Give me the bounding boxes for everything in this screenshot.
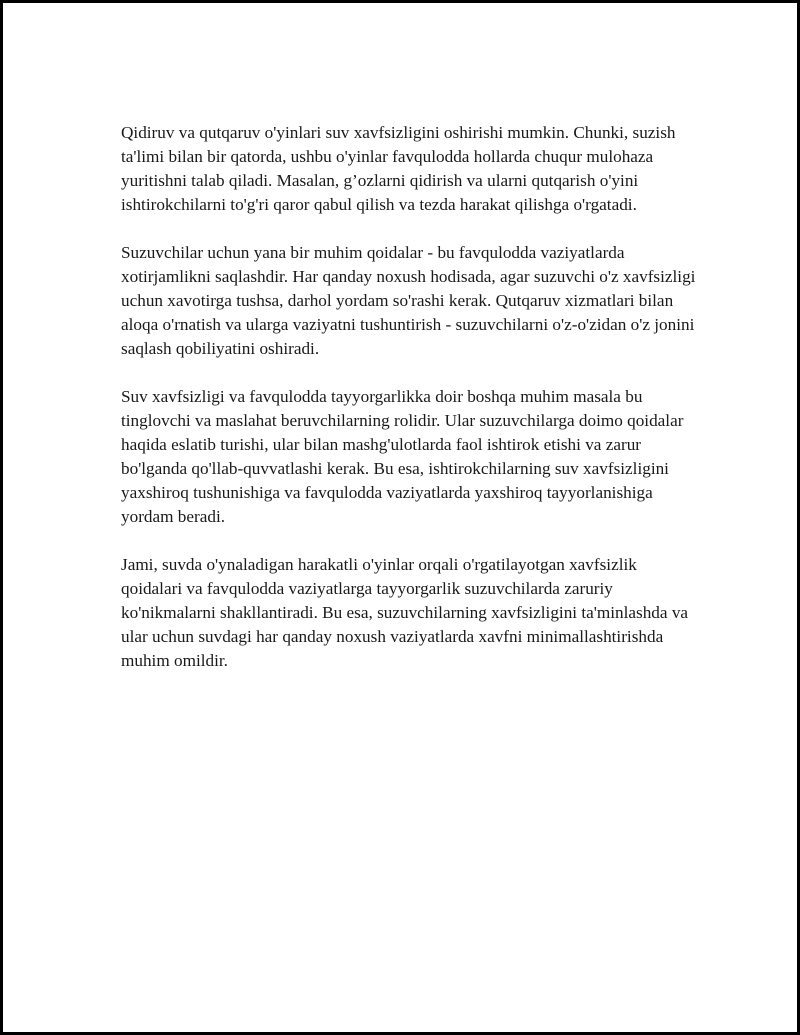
- paragraph-2: Suzuvchilar uchun yana bir muhim qoidalar - bu favqulodda vaziyatlarda xotirjamlikni saqlashdir. Har qanday noxush hodisada, agar suzuvchi o'z xavfsizligi uchun xavotirga tushsa, darhol yordam so'rashi kerak. Qutqaruv xizmatlari bilan aloqa o'rnatish va ularga vaziyatni tushuntirish - suzuvchilarni o'z-o'zidan o'z jonini saqlash qobiliyatini oshiradi.: [121, 243, 696, 358]
- paragraph-3: Suv xavfsizligi va favqulodda tayyorgarlikka doir boshqa muhim masala bu tinglovchi va maslahat beruvchilarning rolidir. Ular suzuvchilarga doimo qoidalar haqida eslatib turishi, ular bilan mashg'ulotlarda faol ishtirok etishi va zarur bo'lganda qo'llab-quvvatlashi kerak. Bu esa, ishtirokchilarning suv xavfsizligini yaxshiroq tushunishiga va favqulodda vaziyatlarda yaxshiroq tayyorlanishiga yordam beradi.: [121, 387, 684, 526]
- paragraph-1: Qidiruv va qutqaruv o'yinlari suv xavfsizligini oshirishi mumkin. Chunki, suzish ta'limi bilan bir qatorda, ushbu o'yinlar favqulodda hollarda chuqur mulohaza yuritishni talab qiladi. Masalan, g’ozlarni qidirish va ularni qutqarish o'yini ishtirokchilarni to'g'ri qaror qabul qilish va tezda harakat qilishga o'rgatadi.: [121, 123, 676, 214]
- document-body: [121, 121, 699, 697]
- paragraph-4: Jami, suvda o'ynaladigan harakatli o'yinlar orqali o'rgatilayotgan xavfsizlik qoidalari va favqulodda vaziyatlarga tayyorgarlik suzuvchilarda zaruriy ko'nikmalarni shakllantiradi. Bu esa, suzuvchilarning xavfsizligini ta'minlashda va ular uchun suvdagi har qanday noxush vaziyatlarda xavfni minimallashtirishda muhim omildir.: [121, 555, 689, 670]
